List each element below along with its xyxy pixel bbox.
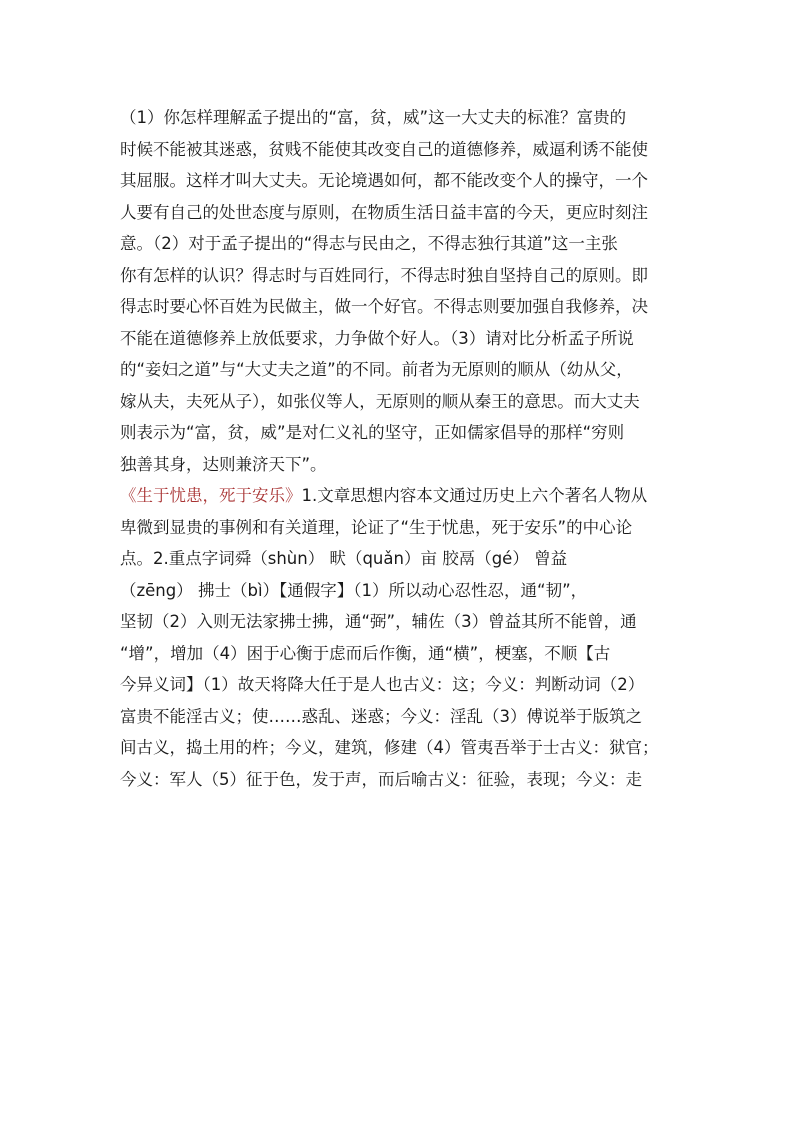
document-body bbox=[120, 102, 680, 795]
text-line: “增”，增加（4）困于心衡于虑而后作衡，通“横”，梗塞，不顺【古 bbox=[120, 643, 611, 663]
text-line: 间古义，捣土用的杵；今义，建筑，修建（4）管夷吾举于士古义：狱官； bbox=[120, 738, 659, 757]
section-text: 1.文章思想内容本文通过历史上六个著名人物从 bbox=[301, 486, 648, 505]
text-line: 今异义词】（1）故天将降大任于是人也古义：这；今义：判断动词（2） bbox=[120, 675, 645, 694]
text-line: 人要有自己的处世态度与原则，在物质生活日益丰富的今天，更应时刻注 bbox=[120, 202, 648, 222]
text-line: 嫁从夫，夫死从子），如张仪等人，无原则的顺从秦王的意思。而大丈夫 bbox=[120, 391, 640, 411]
text-line: （zēng） 拂士（bì）【通假字】（1）所以动心忍性忍，通“韧”， bbox=[120, 580, 588, 600]
text-line: 坚韧（2）入则无法家拂士拂，通“弼”，辅佐（3）曾益其所不能曾，通 bbox=[120, 612, 637, 631]
text-line: （1）你怎样理解孟子提出的“富，贫，威”这一大丈夫的标准？富贵的 bbox=[120, 108, 627, 127]
text-line: 则表示为“富，贫，威”是对仁义礼的坚守，正如儒家倡导的那样“穷则 bbox=[120, 423, 625, 442]
text-line: 独善其身，达则兼济天下”。 bbox=[120, 454, 327, 474]
text-line: 的“妾妇之道”与“大丈夫之道”的不同。前者为无原则的顺从（幼从父， bbox=[120, 360, 633, 379]
text-line: 富贵不能淫古义；使……惑乱、迷惑；今义：淫乱（3）傅说举于版筑之 bbox=[120, 706, 642, 726]
text-line: 得志时要心怀百姓为民做主，做一个好官。不得志则要加强自我修养，决 bbox=[120, 297, 648, 316]
text-line: 卑微到显贵的事例和有关道理，论证了“生于忧患，死于安乐”的中心论 bbox=[120, 517, 633, 537]
text-line: 意。（2）对于孟子提出的“得志与民由之，不得志独行其道”这一主张 bbox=[120, 234, 618, 253]
text-line: 今义：军人（5）征于色，发于声，而后喻古义：征验，表现；今义：走 bbox=[120, 769, 642, 789]
text-line: 其屈服。这样才叫大丈夫。无论境遇如何，都不能改变个人的操守，一个 bbox=[120, 171, 648, 190]
section-heading-line bbox=[120, 480, 680, 512]
text-line: 时候不能被其迷惑，贫贱不能使其改变自己的道德修养，威逼利诱不能使 bbox=[120, 139, 648, 159]
text-line: 你有怎样的认识？得志时与百姓同行，不得志时独自坚持自己的原则。即 bbox=[120, 265, 648, 285]
section-title: 《生于忧患，死于安乐》 bbox=[120, 486, 302, 505]
text-line: 点。2.重点字词舜（shùn） 畎（quǎn）亩 胶鬲（gé） 曾益 bbox=[120, 549, 568, 568]
text-line: 不能在道德修养上放低要求，力争做个好人。（3）请对比分析孟子所说 bbox=[120, 328, 634, 348]
